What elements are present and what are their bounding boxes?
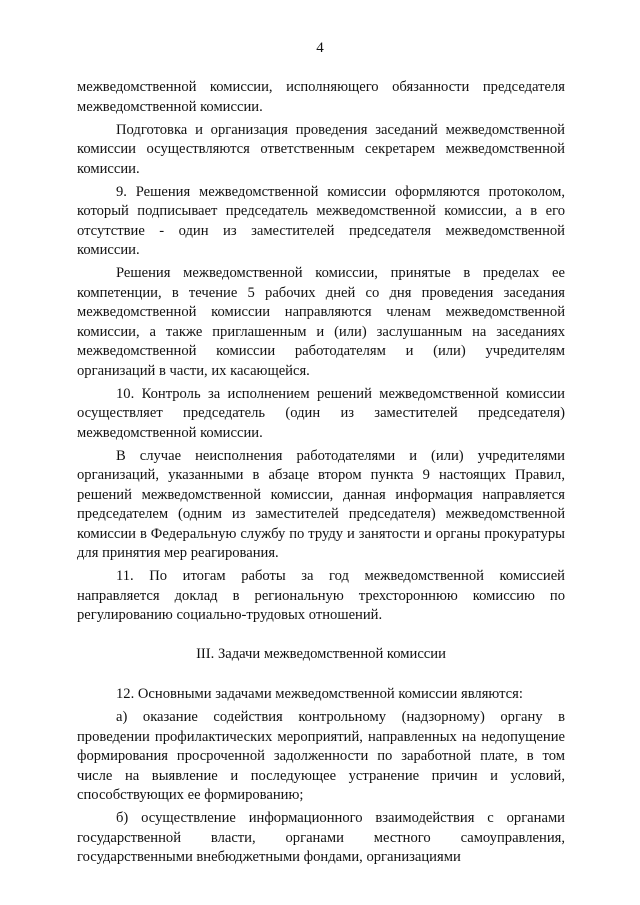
paragraph: 10. Контроль за исполнением решений межведомственной комиссии осуществляет председатель (один из заместителей председателя) межведомственной комиссии. [77,385,565,441]
paragraph: 12. Основными задачами межведомственной комиссии являются: [116,686,523,702]
section-3-body [77,685,565,868]
paragraph: 11. По итогам работы за год межведомственной комиссией направляется доклад в региональную трехстороннюю комиссию по регулированию социально-трудовых отношений. [77,568,565,623]
paragraph: 9. Решения межведомственной комиссии оформляются протоколом, который подписывает председатель межведомственной комиссии, а в его отсутствие - один из заместителей председателя межведомственной комиссии. [77,183,565,258]
paragraph: б) осуществление информационного взаимодействия с органами государственной власти, органами местного самоуправления, государственными внебюджетными фондами, организациями [77,810,565,865]
section-heading: III. Задачи межведомственной комиссии [196,645,446,662]
paragraph: Решения межведомственной комиссии, принятые в пределах ее компетенции, в течение 5 рабочих дней со дня проведения заседания межведомственной комиссии направляются членам межведомственной комиссии, а также приглашенным и (или) заслушанным на заседаниях межведомственной комиссии работодателям и (или) учредителям организаций в части, их касающейся. [77,265,565,379]
paragraph: а) оказание содействия контрольному (надзорному) органу в проведении профилактических мероприятий, направленных на недопущение формирования просроченной задолженности по заработной плате, в том числе на выявление и последующее устранение причин и условий, способствующих ее формированию; [77,709,565,803]
paragraph: Подготовка и организация проведения заседаний межведомственной комиссии осуществляются ответственным секретарем межведомственной комиссии. [77,121,565,177]
paragraph: межведомственной комиссии, исполняющего обязанности председателя межведомственной комиссии. [77,79,565,115]
paragraph: В случае неисполнения работодателями и (или) учредителями организаций, указанными в абзаце втором пункта 9 настоящих Правил, решений межведомственной комиссии, данная информация направляется председателем (одним из заместителей председателя) межведомственной комиссии в Федеральную службу по труду и занятости и органы прокуратуры для принятия мер реагирования. [77,447,565,561]
document-body [77,78,565,871]
page-number: 4 [316,40,324,56]
section-2-continuation [77,78,565,626]
